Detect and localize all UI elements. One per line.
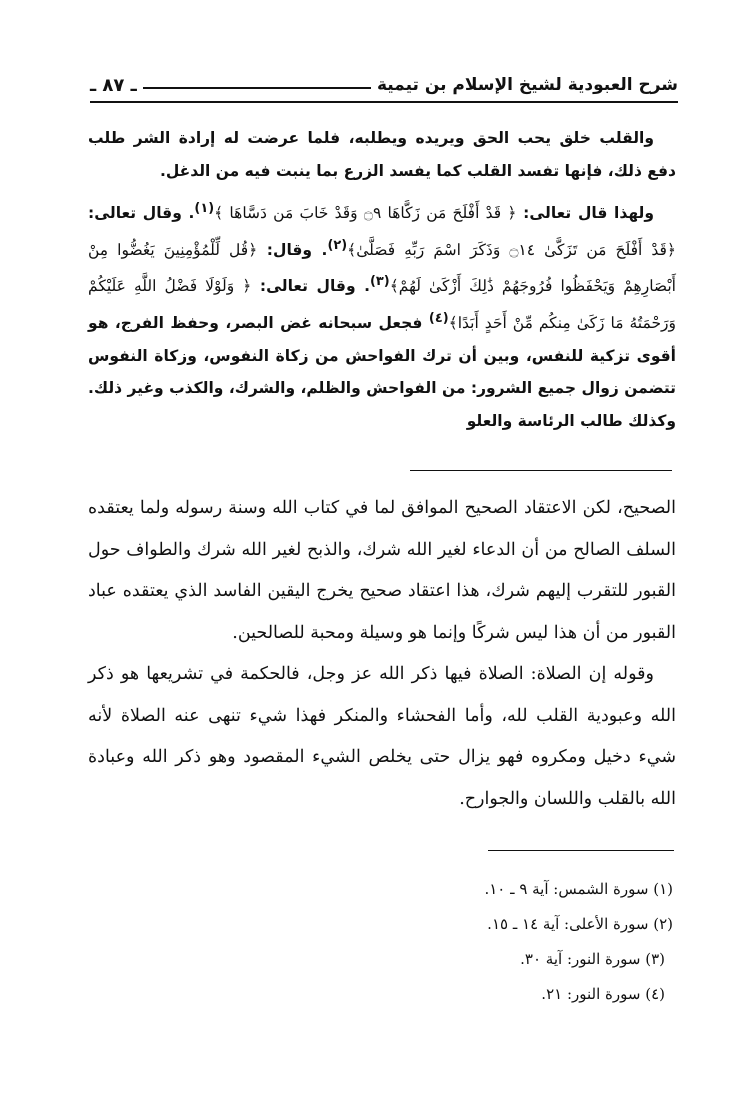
- text-segment: فجعل سبحانه غض البصر، وحفظ الفرج، هو أقوى تزكية للنفس، وبين أن ترك الفواحش من زكاة النفوس، وزكاة النفوس تتضمن زوال جميع الشرور: من الفواحش والظلم، والشرك، والكذب وغير ذلك. وكذلك طالب الرئاسة والعلو: [88, 314, 676, 430]
- page-header: [90, 72, 678, 98]
- running-title: شرح العبودية لشيخ الإسلام بن تيمية: [376, 75, 678, 95]
- main-paragraph-1: والقلب خلق يحب الحق ويريده ويطلبه، فلما عرضت له إرادة الشر طلب دفع ذلك، فإنها تفسد القلب كما يفسد الزرع بما ينبت فيه من الدغل.: [88, 129, 676, 180]
- commentary-paragraph-1: الصحيح، لكن الاعتقاد الصحيح الموافق لما في كتاب الله وسنة رسوله ولما يعتقده السلف الصالح من أن الدعاء لغير الله شرك، والذبح لغير الله شرك والطواف حول القبور للتقرب إليهم شرك، هذا اعتقاد صحيح يخرج اليقين الفاسد الذي يعتقده عباد القبور من أن هذا ليس شركًا وإنما هو وسيلة ومحبة للصالحين.: [88, 498, 676, 643]
- main-text: [88, 122, 676, 437]
- text-segment: . وقال تعالى:: [88, 204, 195, 223]
- quran-verse: ﴿ قَدْ أَفْلَحَ مَن زَكَّاهَا ۝٩ وَقَدْ خَابَ مَن دَسَّاهَا ﴾: [214, 204, 517, 223]
- quran-verse: ﴿ وَلَوْلَا فَضْلُ اللَّهِ عَلَيْكُمْ وَرَحْمَتُهُ مَا زَكَىٰ مِنكُم مِّنْ أَحَدٍ أَبَدًا﴾: [88, 277, 676, 333]
- text-segment: . وقال:: [257, 240, 328, 259]
- footnote-1: (١) سورة الشمس: آية ٩ ـ ١٠.: [484, 880, 673, 898]
- section-separator: [410, 470, 672, 471]
- footnote-ref: (٢): [327, 237, 348, 253]
- footnote-ref: (٤): [428, 310, 449, 326]
- quran-verse: ﴿قُل لِّلْمُؤْمِنِينَ يَغُضُّوا مِنْ أَبْصَارِهِمْ وَيَحْفَظُوا فُرُوجَهُمْ ذَٰلِكَ أَزْكَىٰ لَهُمْ﴾: [88, 240, 676, 296]
- footnote-2: (٢) سورة الأعلى: آية ١٤ ـ ١٥.: [487, 915, 673, 933]
- text-segment: ولهذا قال تعالى:: [516, 204, 655, 223]
- page-number: ـ ٨٧ ـ: [90, 74, 137, 96]
- quran-verse: ﴿قَدْ أَفْلَحَ مَن تَزَكَّىٰ ۝١٤ وَذَكَرَ اسْمَ رَبِّهِ فَصَلَّىٰ﴾: [347, 240, 676, 259]
- header-rule: [90, 101, 678, 103]
- footnote-3: (٣) سورة النور: آية ٣٠.: [520, 950, 665, 968]
- commentary-paragraph-2: وقوله إن الصلاة: الصلاة فيها ذكر الله عز وجل، فالحكمة في تشريعها هو ذكر الله وعبودية القلب لله، وأما الفحشاء والمنكر فهذا شيء تنهى عنه الصلاة لأنه شيء دخيل ومكروه فهو يزال حتى يخلص الشيء المقصود وهو ذكر الله وعبادة الله بالقلب واللسان والجوارح.: [88, 664, 676, 809]
- main-paragraph-2: [88, 193, 676, 437]
- footnote-4: (٤) سورة النور: ٢١.: [541, 985, 665, 1003]
- footnotes: [300, 872, 673, 1012]
- footnote-ref: (٣): [370, 274, 390, 290]
- footnote-ref: (١): [194, 201, 215, 216]
- text-segment: . وقال تعالى:: [251, 277, 370, 296]
- header-line: [143, 87, 371, 89]
- commentary-text: [88, 488, 676, 820]
- footnote-rule: [488, 850, 674, 851]
